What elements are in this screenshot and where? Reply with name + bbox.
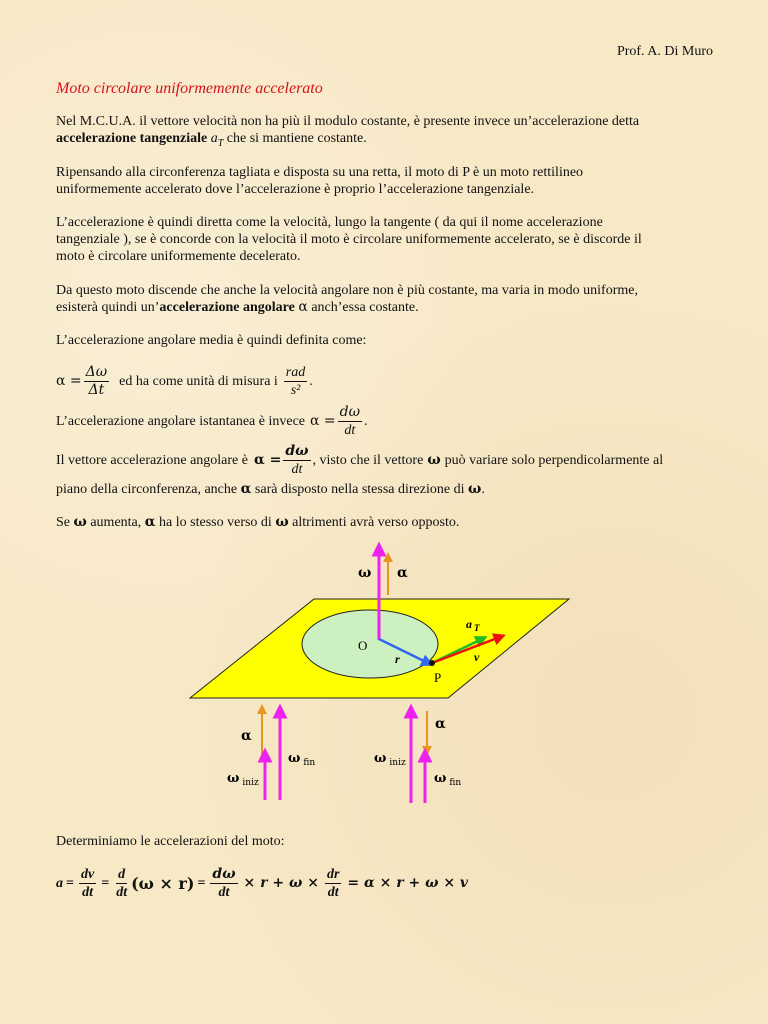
formula-2-lhs: α = xyxy=(310,413,336,429)
term-angular-acceleration: accelerazione angolare xyxy=(159,300,295,315)
formula-1-den: Δt xyxy=(88,382,105,398)
unit-num: rad xyxy=(285,365,306,380)
f2-n3: dω xyxy=(212,866,236,882)
label-omega-top: ω xyxy=(358,565,372,581)
paragraph-7-line-2 xyxy=(56,481,485,498)
label-O: O xyxy=(358,638,368,653)
f2-a: a xyxy=(56,876,63,891)
formula-acceleration-derivation xyxy=(56,866,468,901)
label-v: v xyxy=(474,650,480,664)
circle-area xyxy=(302,610,438,678)
label-omega-fin-right: ω $_{fin}$ xyxy=(434,771,462,788)
f2-eq2: = xyxy=(101,876,110,891)
formula-2-num: dω xyxy=(339,404,361,420)
f2-n2: d xyxy=(118,867,126,882)
label-alpha-top: α xyxy=(397,565,408,581)
symbol-alpha: α xyxy=(298,299,308,315)
paragraph-9 xyxy=(56,514,459,531)
f2-paren: (ω × r) xyxy=(131,874,195,893)
p9-d: altrimenti avrà verso opposto. xyxy=(292,515,460,530)
label-r: r xyxy=(395,652,400,666)
label-alpha-left: α xyxy=(241,728,252,744)
point-P xyxy=(429,660,435,666)
paragraph-5: L’accelerazione angolare media è quindi definita come: xyxy=(56,333,367,348)
paragraph-3-line-1: L’accelerazione è quindi diretta come la velocità, lungo la tangente ( da qui il nome accelerazione xyxy=(56,215,603,230)
f2-n4: dr xyxy=(326,867,340,882)
formula-1-end: . xyxy=(309,374,313,389)
f2-eq: = xyxy=(66,876,74,891)
paragraph-7-end: può variare solo perpendicolarmente al xyxy=(444,453,664,468)
paragraph-1-end: che si mantiene costante. xyxy=(226,131,367,146)
paragraph-8-mid: sarà disposto nella stessa direzione di xyxy=(254,482,465,497)
page-title: Moto circolare uniformemente accelerato xyxy=(56,80,323,97)
circular-motion-diagram xyxy=(0,535,768,825)
f2-eq3: = xyxy=(197,876,206,891)
paragraph-1-line-1: Nel M.C.U.A. il vettore velocità non ha più il modulo costante, è presente invece un’accelerazione detta xyxy=(56,114,640,129)
p9-c: ha lo stesso verso di xyxy=(159,515,272,530)
term-tangential-acceleration: accelerazione tangenziale xyxy=(56,131,208,146)
p9-alpha: α xyxy=(144,514,156,530)
formula-1-lhs: α = xyxy=(56,373,82,389)
formula-3-den: dt xyxy=(291,462,303,477)
paragraph-2-line-2: uniformemente accelerato dove l’accelerazione è proprio l’accelerazione tangenziale. xyxy=(56,182,535,197)
p9-a: Se xyxy=(56,515,70,530)
label-aT: a $_T$ xyxy=(466,617,480,633)
f2-d4: dt xyxy=(327,885,339,900)
formula-1-num: Δω xyxy=(85,364,108,380)
paragraph-4-line-1: Da questo moto discende che anche la velocità angolare non è più costante, ma varia in modo uniforme, xyxy=(56,283,638,298)
label-P: P xyxy=(434,670,442,685)
p9-b: aumenta, xyxy=(90,515,142,530)
f2-n1: dv xyxy=(80,867,95,882)
omega-symbol: ω xyxy=(427,452,441,468)
paragraph-7-line-1 xyxy=(56,443,663,478)
symbol-a: a xyxy=(210,131,218,146)
p9-omega: ω xyxy=(73,514,87,530)
f2-t2: = α × r + ω × v xyxy=(347,875,469,891)
formula-mean-angular-acceleration xyxy=(56,364,313,399)
paragraph-4-pre: esisterà quindi un’ xyxy=(56,300,160,315)
paragraph-7-pre: Il vettore accelerazione angolare è xyxy=(56,453,248,468)
alpha-symbol: α xyxy=(240,481,252,497)
paragraph-4-end: anch’essa costante. xyxy=(311,300,419,315)
formula-3-lhs: α = xyxy=(253,452,282,468)
paragraph-8-end: . xyxy=(481,482,485,497)
paragraph-3-line-3: moto è circolare uniformemente decelerato. xyxy=(56,249,301,264)
unit-den: s² xyxy=(290,383,301,398)
paragraph-10: Determiniamo le accelerazioni del moto: xyxy=(56,834,285,849)
paragraph-3-line-2: tangenziale ), se è concorde con la velocità il moto è circolare uniformemente accelerato, se è discorde il xyxy=(56,232,642,247)
formula-2-den: dt xyxy=(344,423,356,438)
label-omega-fin-left: ω $_{fin}$ xyxy=(288,751,316,768)
paragraph-8-pre: piano della circonferenza, anche xyxy=(56,482,238,497)
label-omega-iniz-right: ω $_{iniz}$ xyxy=(374,751,406,768)
label-omega-iniz-left: ω $_{iniz}$ xyxy=(227,771,259,788)
f2-d1: dt xyxy=(82,885,94,900)
paragraph-6-text: L’accelerazione angolare istantanea è invece xyxy=(56,414,305,429)
f2-d3: dt xyxy=(218,885,230,900)
symbol-a-sub: T xyxy=(217,137,224,149)
p9-omega-2: ω xyxy=(275,514,289,530)
paragraph-1-line-2 xyxy=(56,130,367,152)
formula-2-end: . xyxy=(364,414,368,429)
label-alpha-right: α xyxy=(435,716,446,732)
formula-1-text: ed ha come unità di misura i xyxy=(119,374,278,389)
formula-instant-angular-acceleration xyxy=(56,404,368,439)
omega-symbol-2: ω xyxy=(467,481,482,497)
formula-3-num: dω xyxy=(285,443,309,459)
f2-t1: × r + ω × xyxy=(243,875,319,891)
author-header: Prof. A. Di Muro xyxy=(616,44,713,59)
paragraph-2-line-1: Ripensando alla circonferenza tagliata e disposta su una retta, il moto di P è un moto rettilineo xyxy=(56,165,584,180)
paragraph-7-mid: , visto che il vettore xyxy=(312,453,424,468)
paragraph-4-line-2 xyxy=(56,299,419,316)
f2-d2: dt xyxy=(116,885,128,900)
